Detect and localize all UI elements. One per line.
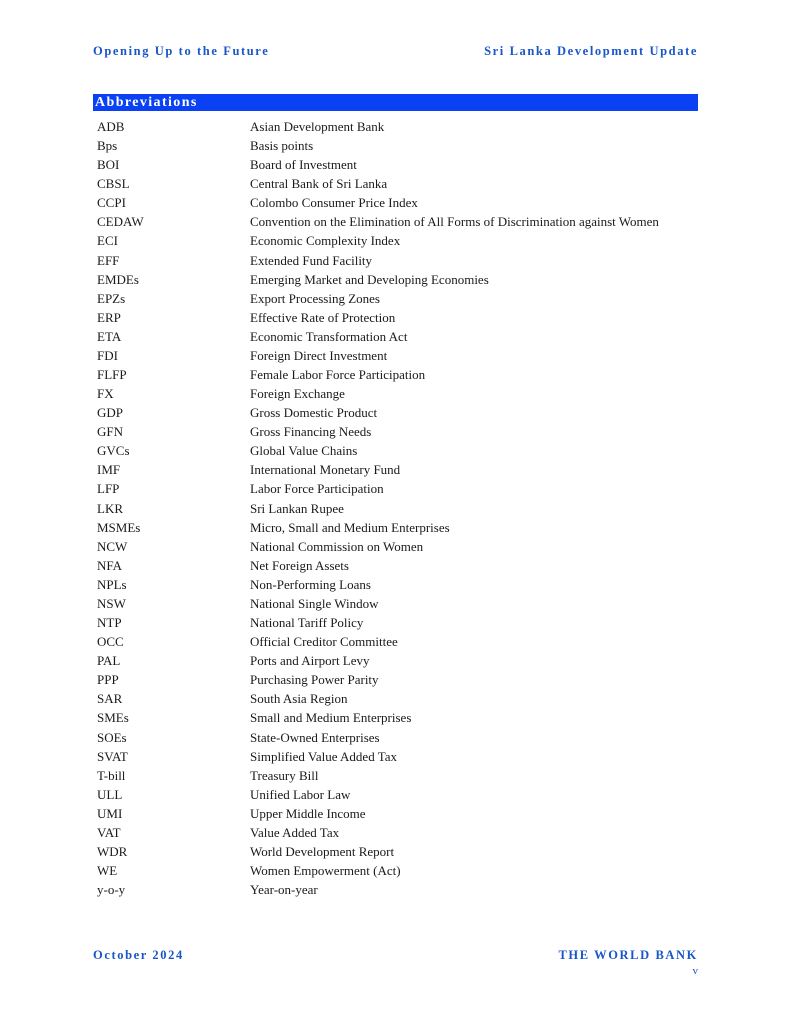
abbreviation-term: PPP xyxy=(97,672,119,688)
abbreviation-term: SVAT xyxy=(97,748,128,764)
abbreviation-row xyxy=(97,861,702,880)
abbreviation-term: CEDAW xyxy=(97,214,144,230)
running-header-title: Opening Up to the Future xyxy=(93,44,270,58)
abbreviation-row xyxy=(97,842,702,861)
abbreviation-row xyxy=(97,193,702,212)
abbreviation-term: CBSL xyxy=(97,176,130,192)
abbreviation-row xyxy=(97,708,702,727)
abbreviation-term: CCPI xyxy=(97,195,126,211)
abbreviation-row xyxy=(97,613,702,632)
abbreviation-term: T-bill xyxy=(97,767,126,783)
abbreviation-term: NPLs xyxy=(97,576,127,592)
abbreviation-row xyxy=(97,231,702,250)
abbreviation-term: LKR xyxy=(97,500,123,516)
abbreviation-row xyxy=(97,422,702,441)
abbreviation-term: VAT xyxy=(97,824,121,840)
abbreviation-definition: Effective Rate of Protection xyxy=(250,309,396,325)
abbreviation-row xyxy=(97,766,702,785)
page-number: v xyxy=(692,965,698,977)
abbreviation-definition: Gross Financing Needs xyxy=(250,424,372,440)
abbreviation-term: GDP xyxy=(97,405,124,421)
abbreviation-term: ECI xyxy=(97,233,118,249)
abbreviation-term: NTP xyxy=(97,615,122,631)
abbreviation-term: y-o-y xyxy=(97,882,126,898)
abbreviation-definition: Non-Performing Loans xyxy=(250,576,371,592)
abbreviation-definition: Economic Transformation Act xyxy=(250,328,408,344)
abbreviation-definition: Official Creditor Committee xyxy=(250,634,398,650)
abbreviation-definition: World Development Report xyxy=(250,843,395,859)
abbreviation-row xyxy=(97,155,702,174)
abbreviation-row xyxy=(97,689,702,708)
abbreviation-definition: Export Processing Zones xyxy=(250,290,380,306)
abbreviation-term: BOI xyxy=(97,157,120,173)
abbreviation-row xyxy=(97,575,702,594)
abbreviation-row xyxy=(97,117,702,136)
abbreviation-row xyxy=(97,823,702,842)
abbreviation-term: SAR xyxy=(97,691,123,707)
abbreviation-row xyxy=(97,136,702,155)
abbreviation-term: NSW xyxy=(97,595,126,611)
abbreviation-definition: Female Labor Force Participation xyxy=(250,367,426,383)
abbreviation-definition: South Asia Region xyxy=(250,691,348,707)
abbreviation-row xyxy=(97,460,702,479)
abbreviation-row xyxy=(97,441,702,460)
abbreviation-definition: Micro, Small and Medium Enterprises xyxy=(250,519,450,535)
abbreviation-row xyxy=(97,651,702,670)
abbreviation-term: OCC xyxy=(97,634,124,650)
abbreviation-row xyxy=(97,384,702,403)
abbreviation-definition: Women Empowerment (Act) xyxy=(250,863,401,879)
abbreviation-definition: Small and Medium Enterprises xyxy=(250,710,412,726)
abbreviation-definition: International Monetary Fund xyxy=(250,462,401,478)
abbreviation-row xyxy=(97,556,702,575)
abbreviation-definition: Colombo Consumer Price Index xyxy=(250,195,418,211)
abbreviation-term: MSMEs xyxy=(97,519,141,535)
abbreviation-definition: Board of Investment xyxy=(250,157,357,173)
abbreviation-row xyxy=(97,308,702,327)
abbreviation-definition: Economic Complexity Index xyxy=(250,233,401,249)
abbreviation-row xyxy=(97,518,702,537)
abbreviation-term: EMDEs xyxy=(97,271,139,287)
abbreviation-row xyxy=(97,346,702,365)
abbreviation-term: NCW xyxy=(97,538,128,554)
abbreviation-term: ULL xyxy=(97,786,123,802)
abbreviation-row xyxy=(97,632,702,651)
abbreviation-definition: State-Owned Enterprises xyxy=(250,729,380,745)
abbreviation-row xyxy=(97,251,702,270)
abbreviation-term: ERP xyxy=(97,309,121,325)
footer-date: October 2024 xyxy=(93,948,184,962)
section-heading-bar xyxy=(93,94,698,111)
abbreviation-row xyxy=(97,499,702,518)
abbreviation-definition: Sri Lankan Rupee xyxy=(250,500,344,516)
abbreviation-definition: Purchasing Power Parity xyxy=(250,672,379,688)
abbreviation-definition: Ports and Airport Levy xyxy=(250,653,370,669)
section-title: Abbreviations xyxy=(95,95,198,110)
abbreviation-row xyxy=(97,785,702,804)
abbreviation-term: UMI xyxy=(97,805,123,821)
abbreviation-row xyxy=(97,479,702,498)
abbreviation-term: PAL xyxy=(97,653,121,669)
abbreviation-term: ADB xyxy=(97,119,125,134)
abbreviation-row xyxy=(97,270,702,289)
abbreviation-term: FDI xyxy=(97,347,118,363)
abbreviation-definition: Year-on-year xyxy=(250,882,318,898)
abbreviation-term: SMEs xyxy=(97,710,129,726)
abbreviation-term: FX xyxy=(97,386,114,402)
footer-publisher: THE WORLD BANK xyxy=(558,948,698,962)
abbreviation-definition: Foreign Exchange xyxy=(250,386,345,402)
abbreviation-row xyxy=(97,728,702,747)
abbreviation-definition: Upper Middle Income xyxy=(250,805,366,821)
abbreviation-row xyxy=(97,880,702,899)
abbreviation-definition: Unified Labor Law xyxy=(250,786,351,802)
abbreviation-term: Bps xyxy=(97,138,118,154)
abbreviation-row xyxy=(97,327,702,346)
abbreviation-term: NFA xyxy=(97,557,123,573)
abbreviation-row xyxy=(97,804,702,823)
abbreviation-definition: Simplified Value Added Tax xyxy=(250,748,398,764)
abbreviation-definition: National Tariff Policy xyxy=(250,615,364,631)
abbreviation-definition: National Commission on Women xyxy=(250,538,424,554)
abbreviation-definition: Labor Force Participation xyxy=(250,481,384,497)
abbreviation-definition: Basis points xyxy=(250,138,314,154)
abbreviation-row xyxy=(97,594,702,613)
abbreviation-row xyxy=(97,537,702,556)
abbreviation-term: WDR xyxy=(97,843,128,859)
abbreviation-row xyxy=(97,289,702,308)
abbreviation-row xyxy=(97,174,702,193)
abbreviation-definition: Foreign Direct Investment xyxy=(250,347,388,363)
abbreviation-term: SOEs xyxy=(97,729,127,745)
abbreviation-row xyxy=(97,747,702,766)
abbreviation-definition: National Single Window xyxy=(250,595,379,611)
abbreviation-definition: Net Foreign Assets xyxy=(250,557,349,573)
running-header-report-name: Sri Lanka Development Update xyxy=(484,44,698,58)
abbreviation-term: LFP xyxy=(97,481,120,497)
abbreviation-definition: Value Added Tax xyxy=(250,824,340,840)
abbreviation-definition: Treasury Bill xyxy=(250,767,319,783)
abbreviation-definition: Central Bank of Sri Lanka xyxy=(250,176,388,192)
abbreviation-definition: Global Value Chains xyxy=(250,443,358,459)
abbreviation-term: GFN xyxy=(97,424,124,440)
abbreviation-row xyxy=(97,212,702,231)
abbreviation-row xyxy=(97,670,702,689)
abbreviation-term: WE xyxy=(97,863,118,879)
abbreviation-term: EPZs xyxy=(97,290,126,306)
abbreviation-row xyxy=(97,403,702,422)
abbreviation-definition: Emerging Market and Developing Economies xyxy=(250,271,489,287)
abbreviation-definition: Extended Fund Facility xyxy=(250,252,373,268)
abbreviation-term: FLFP xyxy=(97,367,127,383)
abbreviation-term: GVCs xyxy=(97,443,130,459)
abbreviations-list xyxy=(97,117,702,899)
abbreviation-row xyxy=(97,365,702,384)
abbreviation-definition: Convention on the Elimination of All Forms of Discrimination against Women xyxy=(250,214,659,230)
abbreviation-term: EFF xyxy=(97,252,120,268)
abbreviation-definition: Gross Domestic Product xyxy=(250,405,378,421)
abbreviation-term: ETA xyxy=(97,328,122,344)
abbreviation-term: IMF xyxy=(97,462,121,478)
abbreviation-definition: Asian Development Bank xyxy=(250,119,385,134)
